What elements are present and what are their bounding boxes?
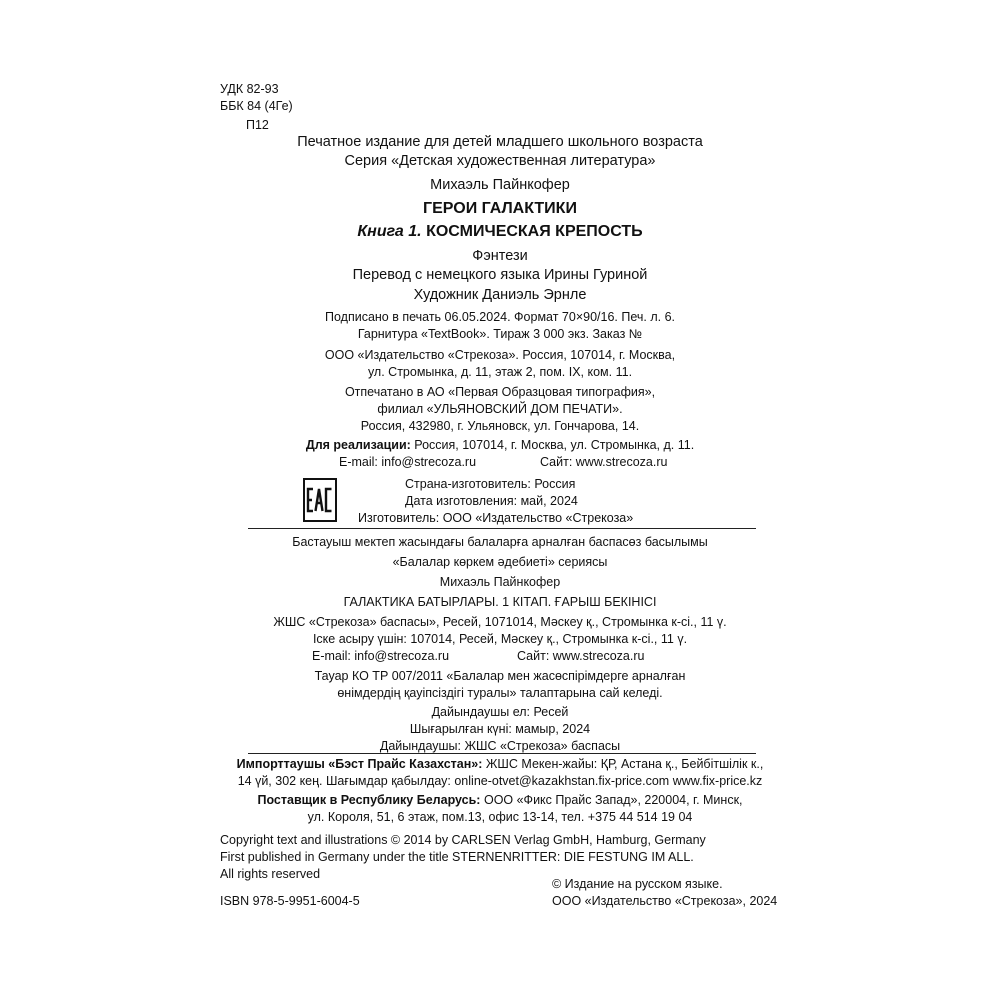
kz-maker: Дайындаушы: ЖШС «Стрекоза» баспасы [379,739,621,753]
kz-standard-2: өнімдердің қауіпсіздігі туралы» талаптарына сай келеді. [337,686,663,700]
kz-edition-type: Бастауыш мектеп жасындағы балаларға арналған баспасөз басылымы [292,535,708,549]
sales-address [0,437,1000,453]
kz-date: Шығарылған күні: мамыр, 2024 [409,722,591,736]
kz-standard-1: Тауар КО ТР 007/2011 «Балалар мен жасөспірімдерге арналған [314,669,686,683]
kz-importer-text: ЖШС Мекен-жайы: ҚР, Астана қ., Бейбітшілік к., [485,757,764,771]
edition-copyright-1: © Издание на русском языке. [552,877,723,891]
divider-2 [248,753,756,754]
illustrator: Художник Даниэль Эрнле [413,287,587,303]
eac-icon [305,480,335,520]
translator: Перевод с немецкого языка Ирины Гуриной [352,267,648,283]
print-details-1: Подписано в печать 06.05.2024. Формат 70×90/16. Печ. л. 6. [324,310,675,324]
book-title: ГЕРОИ ГАЛАКТИКИ [423,200,577,217]
all-rights-reserved: All rights reserved [220,867,321,881]
genre: Фэнтези [472,248,528,264]
printer-2: филиал «УЛЬЯНОВСКИЙ ДОМ ПЕЧАТИ». [377,402,623,416]
book-subtitle [0,222,1000,242]
isbn: ISBN 978-5-9951-6004-5 [220,894,360,908]
kz-importer-1 [0,756,1000,772]
series-name: Серия «Детская художественная литература» [344,153,656,169]
by-supplier-text: ООО «Фикс Прайс Запад», 220004, г. Минск, [483,793,743,807]
by-supplier-1 [0,792,1000,808]
printer-1: Отпечатано в АО «Первая Образцовая типография», [344,385,656,399]
manufacturer: Изготовитель: ООО «Издательство «Стрекоза» [358,511,634,525]
by-supplier-label: Поставщик в Республику Беларусь: [257,793,481,807]
publisher-address-1: ООО «Издательство «Стрекоза». Россия, 107014, г. Москва, [324,348,676,362]
kz-email: E-mail: info@strecoza.ru [312,649,450,663]
kz-country: Дайындаушы ел: Ресей [431,705,569,719]
printer-3: Россия, 432980, г. Ульяновск, ул. Гончарова, 14. [360,419,640,433]
eac-mark [303,478,337,522]
kz-author-name: Михаэль Пайнкофер [439,575,561,589]
book-subtitle-text: КОСМИЧЕСКАЯ КРЕПОСТЬ [426,223,643,240]
print-details-2: Гарнитура «TextBook». Тираж 3 000 экз. Заказ № [357,327,643,341]
publisher-site: Сайт: www.strecoza.ru [540,455,668,469]
kz-sales-address: Іске асыру үшін: 107014, Ресей, Мәскеу қ., Стромынка к-сі., 11 ү. [312,632,688,646]
kz-importer-2: 14 үй, 302 кең. Шағымдар қабылдау: online-otvet@kazakhstan.fix-price.com www.fix-price.kz [237,774,763,788]
country-of-manufacture: Страна-изготовитель: Россия [405,477,576,491]
edition-copyright-2: ООО «Издательство «Стрекоза», 2024 [552,894,778,908]
book-number: Книга 1. [357,223,422,240]
manufacture-date: Дата изготовления: май, 2024 [405,494,578,508]
author-mark: П12 [246,118,269,132]
sales-label: Для реализации: [305,438,411,452]
udk-code: УДК 82-93 [220,82,279,96]
publisher-address-2: ул. Стромынка, д. 11, этаж 2, пом. IX, ком. 11. [367,365,633,379]
author-name: Михаэль Пайнкофер [430,177,570,193]
kz-book-title: ГАЛАКТИКА БАТЫРЛАРЫ. 1 КІТАП. ҒАРЫШ БЕКІНІСІ [343,595,657,609]
kz-importer-label: Импорттаушы «Бэст Прайс Казахстан»: [236,757,483,771]
kz-publisher-address: ЖШС «Стрекоза» баспасы», Ресей, 1071014, Мәскеу қ., Стромынка к-сі., 11 ү. [273,615,727,629]
edition-type: Печатное издание для детей младшего школьного возраста [297,134,703,150]
bbk-code: ББК 84 (4Ге) [220,99,293,113]
publisher-email: E-mail: info@strecoza.ru [339,455,477,469]
by-supplier-2: ул. Короля, 51, 6 этаж, пом.13, офис 13-14, тел. +375 44 514 19 04 [307,810,693,824]
divider-1 [248,528,756,529]
copyright-line-1: Copyright text and illustrations © 2014 by CARLSEN Verlag GmbH, Hamburg, Germany [220,833,706,847]
sales-text: Россия, 107014, г. Москва, ул. Стромынка, д. 11. [414,438,695,452]
kz-series-name: «Балалар көркем әдебиеті» сериясы [392,555,608,569]
kz-site: Сайт: www.strecoza.ru [517,649,645,663]
copyright-line-2: First published in Germany under the title STERNENRITTER: DIE FESTUNG IM ALL. [220,850,694,864]
